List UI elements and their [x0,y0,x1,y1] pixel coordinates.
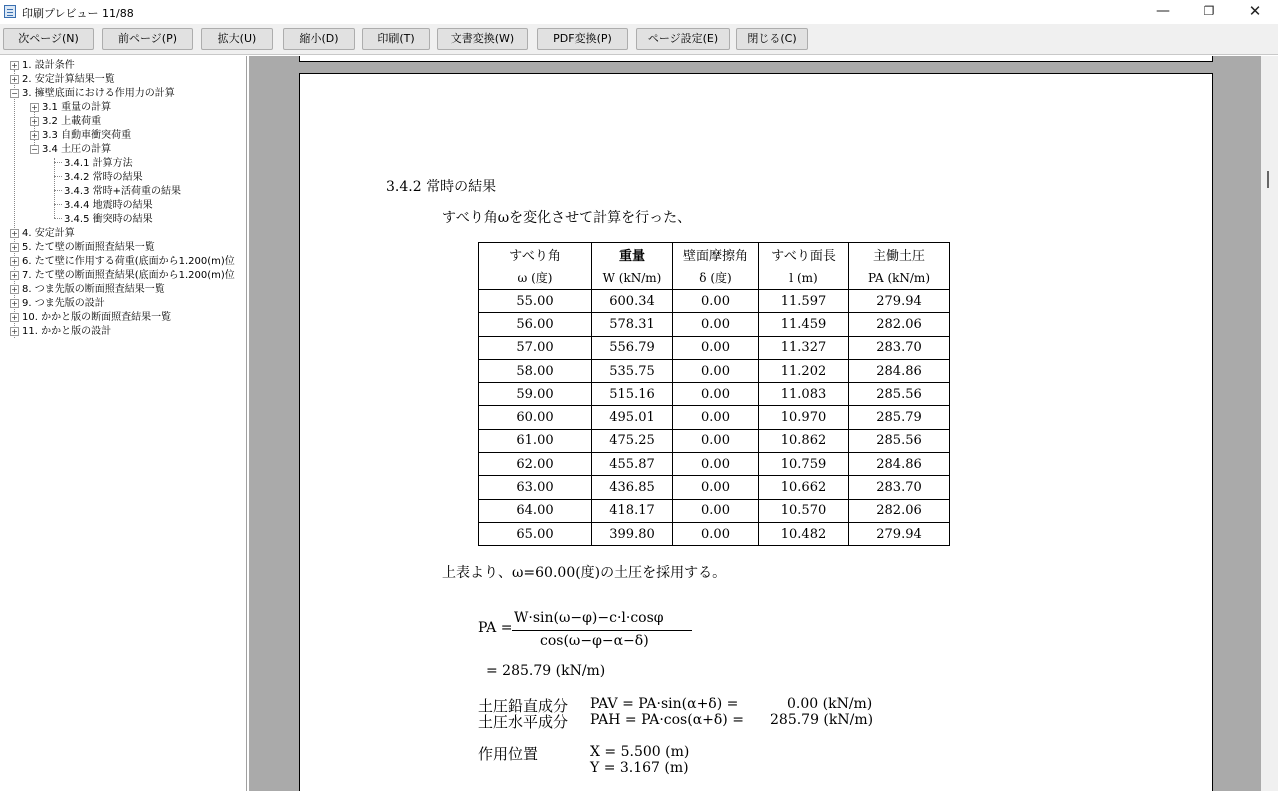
expand-icon[interactable]: + [11,271,18,280]
table-cell: 11.202 [759,359,849,382]
formula-lhs: PA = [478,620,513,636]
tree-item-label: 11. かかと版の設計 [22,326,112,337]
column-header: すべり角 [479,243,592,267]
table-cell: 62.00 [479,453,592,476]
column-unit: l (m) [759,266,849,290]
next-page-button[interactable]: 次ページ(N) [3,28,94,50]
table-cell: 283.70 [849,476,950,499]
table-cell: 283.70 [849,336,950,359]
table-cell: 475.25 [592,429,673,452]
preview-area[interactable] [249,56,1261,791]
table-cell: 284.86 [849,359,950,382]
tree-item[interactable] [10,59,75,72]
tree-item[interactable] [30,101,111,114]
tree-item-label: 3. 擁壁底面における作用力の計算 [22,88,175,99]
component-value: 285.79 (kN/m) [770,712,874,728]
tree-item-label: 3.2 上載荷重 [42,116,102,127]
tree-item-label: 3.1 重量の計算 [42,102,112,113]
tree-item[interactable] [10,311,171,324]
table-cell: 455.87 [592,453,673,476]
table-cell: 285.56 [849,383,950,406]
expand-icon[interactable]: + [11,313,18,322]
tree-item-label: 3.4.5 衝突時の結果 [64,214,153,225]
expand-icon[interactable]: + [11,229,18,238]
expand-icon[interactable]: + [11,75,18,84]
tree-item-label: 1. 設計条件 [22,60,75,71]
pdf-convert-button[interactable]: PDF変換(P) [537,28,628,50]
expand-icon[interactable]: + [31,117,38,126]
tree-item-label: 3.4.4 地震時の結果 [64,200,153,211]
tree-item[interactable] [54,171,143,184]
position-label: 作用位置 [478,745,539,763]
table-cell: 0.00 [673,429,759,452]
table-cell: 0.00 [673,453,759,476]
table-cell: 10.482 [759,522,849,545]
print-button[interactable]: 印刷(T) [362,28,430,50]
document-page [299,73,1213,791]
table-cell: 60.00 [479,406,592,429]
table-cell: 535.75 [592,359,673,382]
expand-icon[interactable]: + [11,327,18,336]
table-cell: 0.00 [673,499,759,522]
collapse-icon[interactable]: − [11,89,18,98]
scrollbar-thumb[interactable] [1267,171,1269,188]
table-cell: 0.00 [673,359,759,382]
table-cell: 10.759 [759,453,849,476]
column-unit: PA (kN/m) [849,266,950,290]
column-header: 重量 [592,243,673,267]
column-header: すべり面長 [759,243,849,267]
expand-icon[interactable]: + [11,285,18,294]
table-cell: 399.80 [592,522,673,545]
title-bar [0,0,1278,24]
tree-item-label: 3.4.2 常時の結果 [64,172,143,183]
section-heading: 3.4.2 常時の結果 [386,179,497,195]
table-cell: 61.00 [479,429,592,452]
tree-branch [54,162,62,163]
tree-item-label: 5. たて壁の断面照査結果一覧 [22,242,155,253]
table-cell: 282.06 [849,313,950,336]
table-cell: 0.00 [673,290,759,313]
tree-item-label: 3.4.1 計算方法 [64,158,133,169]
table-cell: 57.00 [479,336,592,359]
table-header-row [479,266,950,290]
close-preview-button[interactable]: 閉じる(C) [736,28,808,50]
column-header: 壁面摩擦角 [673,243,759,267]
table-header-row [479,243,950,267]
expand-icon[interactable]: + [11,299,18,308]
tree-item-label: 3.3 自動車衝突荷重 [42,130,132,141]
tree-item[interactable] [10,73,115,86]
tree-item[interactable] [54,157,133,170]
component-expr: PAH = PA·cos(α+δ) = [590,712,744,728]
maximize-button[interactable]: ❐ [1203,4,1215,18]
table-row [479,522,950,545]
intro-text: すべり角ωを変化させて計算を行った、 [442,210,692,226]
table-cell: 0.00 [673,383,759,406]
table-cell: 556.79 [592,336,673,359]
tree-item-label: 8. つま先版の断面照査結果一覧 [22,284,165,295]
table-row [479,499,950,522]
table-cell: 285.56 [849,429,950,452]
table-cell: 11.327 [759,336,849,359]
table-cell: 284.86 [849,453,950,476]
table-cell: 282.06 [849,499,950,522]
tree-item-label: 3.4.3 常時+活荷重の結果 [64,186,182,197]
formula-numerator: W·sin(ω−φ)−c·l·cosφ [514,610,664,626]
table-cell: 436.85 [592,476,673,499]
table-cell: 495.01 [592,406,673,429]
tree-item[interactable] [10,241,155,254]
table-row [479,336,950,359]
table-cell: 63.00 [479,476,592,499]
table-cell: 11.083 [759,383,849,406]
component-label: 土圧水平成分 [478,713,569,731]
table-cell: 279.94 [849,522,950,545]
expand-icon[interactable]: + [11,257,18,266]
table-cell: 0.00 [673,522,759,545]
table-cell: 56.00 [479,313,592,336]
table-cell: 285.79 [849,406,950,429]
table-row [479,290,950,313]
table-cell: 64.00 [479,499,592,522]
formula-denominator: cos(ω−φ−α−δ) [540,633,649,649]
column-unit: δ (度) [673,266,759,290]
position-x: X = 5.500 (m) [590,744,690,760]
table-row [479,383,950,406]
tree-branch [54,176,62,177]
table-cell: 55.00 [479,290,592,313]
toolbar [0,24,1278,55]
table-cell: 10.970 [759,406,849,429]
table-cell: 10.862 [759,429,849,452]
component-label: 土圧鉛直成分 [478,697,569,715]
conclusion-text: 上表より、ω=60.00(度)の土圧を採用する。 [442,565,727,581]
previous-page-edge [299,56,1213,62]
table-cell: 600.34 [592,290,673,313]
close-window-button[interactable]: ✕ [1248,2,1262,20]
position-y: Y = 3.167 (m) [590,760,689,776]
tree-item[interactable] [54,185,181,198]
fraction-bar [512,630,692,631]
tree-item[interactable] [30,129,131,142]
zoom-in-button[interactable]: 拡大(U) [201,28,273,50]
collapse-icon[interactable]: − [31,145,38,154]
tree-item-label: 6. たて壁に作用する荷重(底面から1.200(m)位 [22,256,235,267]
column-header: 主働土圧 [849,243,950,267]
tree-item[interactable] [30,115,101,128]
table-row [479,359,950,382]
table-cell: 0.00 [673,336,759,359]
tree-item-label: 2. 安定計算結果一覧 [22,74,115,85]
tree-item[interactable] [10,325,111,338]
table-row [479,453,950,476]
tree-item[interactable] [10,87,175,100]
tree-item-label: 7. たて壁の断面照査結果(底面から1.200(m)位 [22,270,235,281]
table-cell: 10.570 [759,499,849,522]
table-cell: 578.31 [592,313,673,336]
table-cell: 279.94 [849,290,950,313]
vertical-scrollbar[interactable] [1261,56,1278,791]
table-cell: 10.662 [759,476,849,499]
tree-item[interactable] [10,269,235,282]
component-value: 0.00 (kN/m) [787,696,873,712]
expand-icon[interactable]: + [31,131,38,140]
tree-branch [54,190,62,191]
table-cell: 515.16 [592,383,673,406]
column-unit: W (kN/m) [592,266,673,290]
tree-item[interactable] [10,227,75,240]
table-row [479,429,950,452]
component-expr: PAV = PA·sin(α+δ) = [590,696,739,712]
doc-convert-button[interactable]: 文書変換(W) [437,28,528,50]
tree-item[interactable] [30,143,111,156]
tree-item[interactable] [10,255,235,268]
table-cell: 58.00 [479,359,592,382]
expand-icon[interactable]: + [11,243,18,252]
table-cell: 59.00 [479,383,592,406]
table-row [479,406,950,429]
table-row [479,476,950,499]
expand-icon[interactable]: + [11,61,18,70]
tree-item-label: 4. 安定計算 [22,228,75,239]
table-cell: 0.00 [673,476,759,499]
minimize-button[interactable]: — [1156,3,1170,19]
tree-item-label: 3.4 土圧の計算 [42,144,112,155]
table-cell: 0.00 [673,313,759,336]
column-unit: ω (度) [479,266,592,290]
table-cell: 65.00 [479,522,592,545]
app-icon [4,5,16,18]
tree-item[interactable] [10,283,165,296]
outline-tree [0,56,247,791]
formula-result: = 285.79 (kN/m) [486,663,606,679]
table-cell: 418.17 [592,499,673,522]
results-table [478,242,950,546]
table-row [479,313,950,336]
tree-branch [54,218,62,219]
tree-item[interactable] [54,199,153,212]
tree-item-label: 10. かかと版の断面照査結果一覧 [22,312,172,323]
tree-item[interactable] [54,213,153,226]
tree-item[interactable] [10,297,105,310]
table-cell: 11.459 [759,313,849,336]
window-title: 印刷プレビュー 11/88 [22,7,134,20]
prev-page-button[interactable]: 前ページ(P) [102,28,193,50]
table-cell: 0.00 [673,406,759,429]
page-setup-button[interactable]: ページ設定(E) [636,28,730,50]
table-cell: 11.597 [759,290,849,313]
zoom-out-button[interactable]: 縮小(D) [283,28,355,50]
tree-branch [54,204,62,205]
tree-item-label: 9. つま先版の設計 [22,298,105,309]
expand-icon[interactable]: + [31,103,38,112]
